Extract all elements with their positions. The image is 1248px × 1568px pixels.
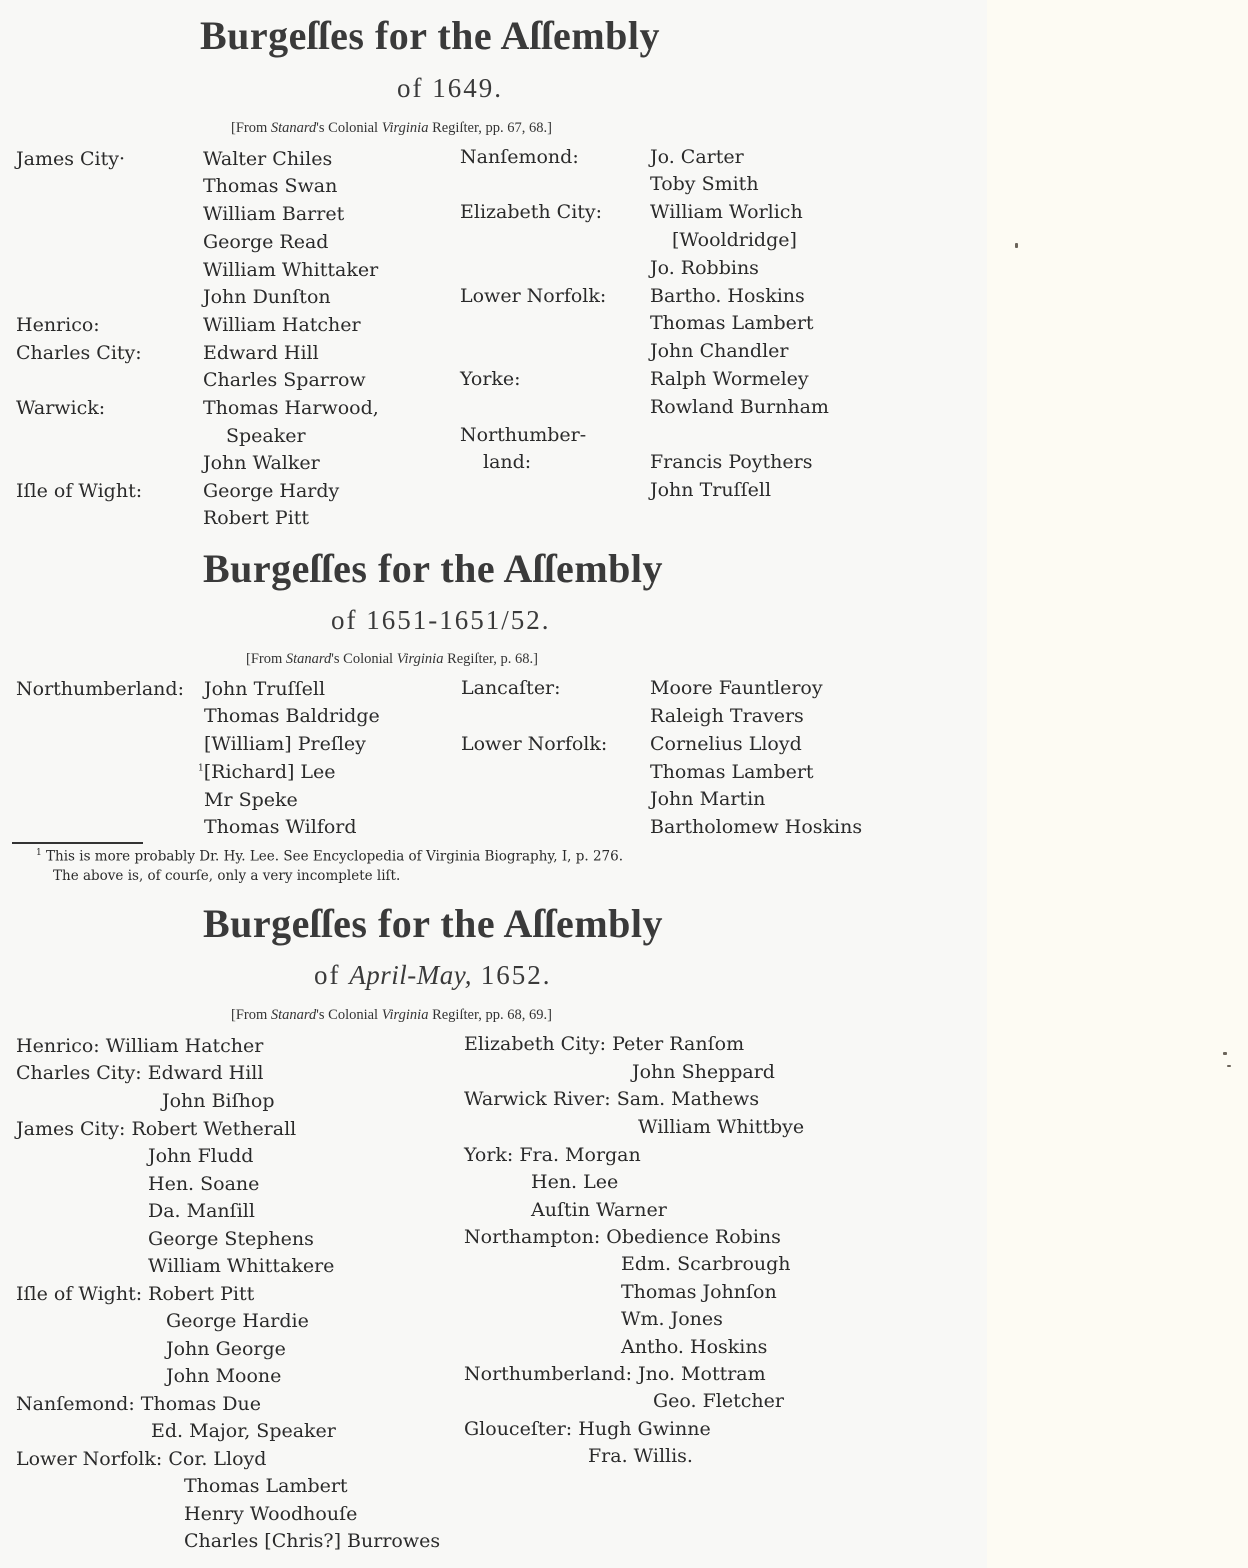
member-name: Robert Pitt (203, 507, 310, 529)
footnote-note: The above is, of courſe, only a very incomplete liſt. (53, 868, 401, 884)
member-name: William Barret (203, 203, 345, 225)
member-name: Walter Chiles (203, 148, 333, 170)
member-name: John Dunſton (203, 286, 331, 308)
source-citation (231, 1007, 552, 1024)
source-author: Stanard (285, 651, 332, 667)
member-name: Moore Fauntleroy (650, 677, 823, 699)
county-entry (464, 1146, 641, 1165)
source-citation (246, 651, 538, 668)
member-name: William Hatcher (203, 314, 361, 336)
footnote-text: This is more probably Dr. Hy. Lee. See Encyclopedia of Virginia Biography, I, p. 276. (46, 848, 624, 865)
subtitle-year: 1649. (432, 73, 503, 103)
county-label: Nanſemond: (460, 146, 579, 168)
member-name: William Hatcher (105, 1035, 264, 1057)
member-name: Hen. Soane (148, 1173, 260, 1195)
source-rest: Regiſter, pp. 67, 68.] (428, 120, 552, 136)
county-entry (16, 1395, 261, 1414)
county-label: Charles City: (16, 1062, 142, 1084)
county-entry (464, 1035, 744, 1054)
county-label: Lower Norfolk: (461, 733, 608, 755)
county-entry (464, 1365, 766, 1384)
member-name: George Hardy (203, 480, 340, 502)
member-name: George Stephens (148, 1228, 314, 1250)
source-open: [From (246, 651, 286, 667)
source-mid: 's Colonial (331, 651, 397, 667)
member-name: John Fludd (148, 1145, 254, 1167)
member-name: Hugh Gwinne (578, 1418, 711, 1440)
member-name: Fra. Willis. (588, 1445, 693, 1467)
member-name: Robert Wetherall (131, 1118, 297, 1140)
source-author: Stanard (270, 1007, 317, 1023)
member-name: John Truſſell (650, 479, 772, 501)
county-label: Lancaſter: (461, 677, 561, 699)
section-subtitle (314, 960, 551, 991)
member-name: Da. Manſill (148, 1200, 255, 1222)
county-label: land: (483, 451, 532, 473)
member-name: William Whittakere (148, 1255, 335, 1277)
member-name: Bartholomew Hoskins (650, 816, 863, 838)
member-name: John George (166, 1338, 286, 1360)
member-name: Robert Pitt (148, 1283, 255, 1305)
member-name: Henry Woodhouſe (184, 1503, 358, 1525)
county-label: Lower Norfolk: (16, 1448, 163, 1470)
member-name: Auſtin Warner (531, 1199, 667, 1221)
member-name: Thomas Swan (203, 175, 338, 197)
county-label: Northampton: (464, 1226, 601, 1248)
source-place: Virginia (381, 1007, 429, 1023)
section-subtitle (397, 73, 503, 104)
county-label: York: (464, 1144, 514, 1166)
member-name: Thomas Lambert (184, 1475, 348, 1497)
source-citation (231, 120, 552, 137)
subtitle-year: 1651-1651/52. (366, 605, 551, 635)
adjacent-paper-margin (987, 0, 1248, 1568)
member-name: Thomas Wilford (204, 816, 357, 838)
member-name: John Moone (166, 1365, 282, 1387)
county-entry (16, 1285, 254, 1304)
county-label: Warwick River: (464, 1088, 611, 1110)
section-title: Burgeſſes for the Aſſembly (200, 13, 660, 58)
member-name: Thomas Harwood, (203, 397, 379, 419)
footnote-marker: 1 (198, 763, 204, 774)
member-name: Thomas Baldridge (204, 705, 380, 727)
county-label: Nanſemond: (16, 1393, 135, 1415)
member-name (198, 763, 336, 782)
county-label: Northumberland: (16, 678, 184, 700)
footnote-rule (12, 842, 143, 844)
member-name: William Worlich (650, 201, 803, 223)
county-label: Henrico: (16, 1035, 100, 1057)
member-name: Mr Speke (204, 789, 298, 811)
section-title: Burgeſſes for the Aſſembly (203, 901, 663, 946)
subtitle-year: 1652. (480, 960, 552, 990)
member-name: Charles [Chris?] Burrowes (184, 1530, 441, 1552)
member-name: [William] Preſley (204, 733, 366, 755)
subtitle-months: April-May, (349, 960, 472, 990)
member-name: William Whittaker (203, 259, 379, 281)
source-mid: 's Colonial (316, 120, 382, 136)
county-label: James City· (16, 148, 126, 170)
member-name: Wm. Jones (621, 1308, 723, 1330)
county-entry (16, 1450, 266, 1469)
member-name: Peter Ranſom (612, 1033, 745, 1055)
paper-speck (1015, 243, 1018, 248)
member-name: Geo. Fletcher (653, 1390, 784, 1412)
footnote (36, 848, 623, 865)
county-label: Lower Norfolk: (460, 285, 607, 307)
member-name: Cornelius Lloyd (650, 733, 802, 755)
county-label: Iſle of Wight: (16, 480, 143, 502)
member-name: Edward Hill (203, 342, 319, 364)
subtitle-prefix: of (331, 605, 358, 635)
county-entry (464, 1420, 711, 1439)
county-label: Glouceſter: (464, 1418, 573, 1440)
member-name: George Hardie (166, 1310, 309, 1332)
member-name: Rowland Burnham (650, 396, 829, 418)
county-label: James City: (16, 1118, 126, 1140)
county-label: Henrico: (16, 314, 100, 336)
source-rest: Regiſter, p. 68.] (443, 651, 538, 667)
footnote-marker: 1 (36, 848, 42, 858)
member-name: John Sheppard (632, 1061, 775, 1083)
county-label: Elizabeth City: (460, 201, 603, 223)
county-entry (464, 1090, 759, 1109)
member-name: John Biſhop (162, 1090, 275, 1112)
county-label: Charles City: (16, 342, 142, 364)
county-label: Iſle of Wight: (16, 1283, 143, 1305)
county-label: Northumber- (460, 424, 587, 446)
member-name: Cor. Lloyd (168, 1448, 267, 1470)
member-name: George Read (203, 231, 329, 253)
member-name: Ed. Major, Speaker (151, 1420, 336, 1442)
member-name: Jo. Carter (650, 146, 744, 168)
member-name: Raleigh Travers (650, 705, 804, 727)
member-name: Hen. Lee (531, 1171, 619, 1193)
county-label: Northumberland: (464, 1363, 632, 1385)
county-label: Warwick: (16, 397, 106, 419)
member-name: John Walker (203, 452, 320, 474)
county-label: Yorke: (460, 368, 521, 390)
member-name: Sam. Mathews (616, 1088, 760, 1110)
member-name: John Martin (650, 788, 766, 810)
subtitle-prefix: of (397, 73, 424, 103)
source-author: Stanard (270, 120, 317, 136)
member-name: [Wooldridge] (672, 229, 797, 251)
member-name: Jo. Robbins (650, 257, 759, 279)
source-open: [From (231, 1007, 271, 1023)
source-place: Virginia (381, 120, 429, 136)
member-name: John Chandler (650, 340, 789, 362)
member-name: Obedience Robins (606, 1226, 781, 1248)
member-name: Thomas Lambert (650, 761, 814, 783)
member-name: Jno. Mottram (638, 1363, 766, 1385)
section-title: Burgeſſes for the Aſſembly (203, 546, 663, 591)
member-name: Fra. Morgan (519, 1144, 641, 1166)
source-mid: 's Colonial (316, 1007, 382, 1023)
member-name-text: [Richard] Lee (203, 761, 336, 783)
member-name: Thomas Due (140, 1393, 261, 1415)
member-name: Bartho. Hoskins (650, 285, 805, 307)
member-name: John Truſſell (204, 678, 326, 700)
section-subtitle (331, 605, 551, 636)
source-place: Virginia (396, 651, 444, 667)
county-entry (464, 1228, 781, 1247)
member-name: Charles Sparrow (203, 369, 366, 391)
member-name: William Whittbye (638, 1116, 805, 1138)
county-entry (16, 1120, 296, 1139)
member-name: Thomas Johnſon (621, 1281, 777, 1303)
county-label: Elizabeth City: (464, 1033, 607, 1055)
member-name: Antho. Hoskins (621, 1336, 768, 1358)
county-entry (16, 1037, 263, 1056)
member-title: Speaker (226, 425, 306, 447)
member-name: Edm. Scarbrough (621, 1253, 791, 1275)
member-name: Francis Poythers (650, 451, 813, 473)
county-entry (16, 1064, 263, 1083)
member-name: Thomas Lambert (650, 312, 814, 334)
member-name: Ralph Wormeley (650, 368, 809, 390)
paper-speck (1223, 1052, 1227, 1055)
subtitle-prefix: of (314, 960, 341, 990)
paper-speck (1227, 1065, 1231, 1067)
member-name: Toby Smith (650, 173, 759, 195)
source-rest: Regiſter, pp. 68, 69.] (428, 1007, 552, 1023)
member-name: Edward Hill (147, 1062, 264, 1084)
source-open: [From (231, 120, 271, 136)
